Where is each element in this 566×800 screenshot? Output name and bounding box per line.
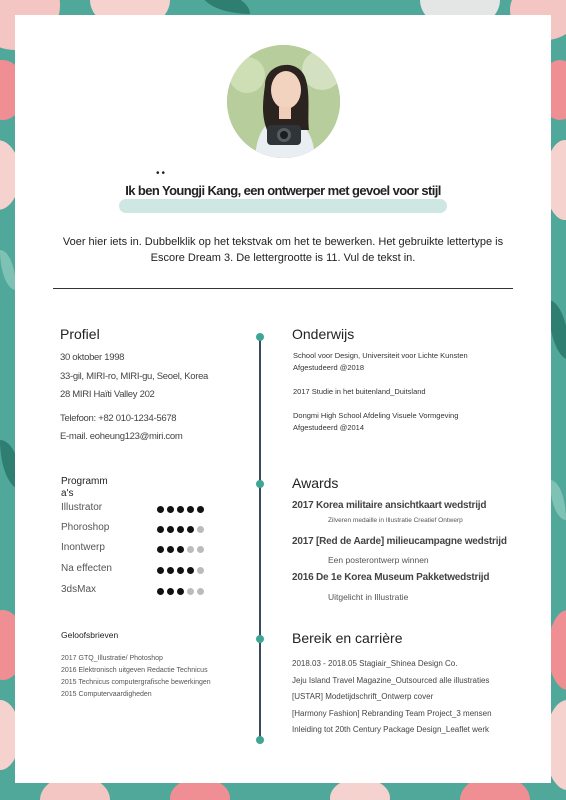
rating-dot-filled [157,567,164,574]
intro-text: Voer hier iets in. Dubbelklik op het tekstvak om het te bewerken. Het gebruikte lettertype is Escore Dream 3. De lettergrootte is 11. Vul de tekst in. [62,236,504,264]
rating-dot-empty [197,588,204,595]
credentials-list [61,653,211,701]
skill-rating [157,546,204,553]
rating-dot-filled [187,567,194,574]
rating-dot-filled [167,588,174,595]
career-item: Inleiding tot 20th Century Package Design_Leaflet werk [292,725,490,734]
timeline-dot [256,333,264,341]
skill-rating [157,567,204,574]
profile-address-line2: 28 MIRI Haïti Valley 202 [60,389,155,400]
skill-rating [157,526,204,533]
profile-birthdate: 30 oktober 1998 [60,352,125,363]
rating-dot-empty [187,588,194,595]
credential-item: 2016 Elektronisch uitgeven Redactie Technicus [61,667,208,674]
career-item: [USTAR] Modetijdschrift_Ontwerp cover [292,692,434,701]
rating-dot-empty [197,567,204,574]
career-item: Jeju Island Travel Magazine_Outsourced alle illustraties [292,675,490,685]
rating-dot-filled [177,546,184,553]
rating-dot-filled [157,546,164,553]
profile-phone: Telefoon: +82 010-1234-5678 [60,413,177,424]
timeline-dot [256,635,264,643]
decorative-dots: •• [156,168,168,179]
rating-dot-filled [187,526,194,533]
timeline-dot [256,480,264,488]
rating-dot-filled [167,546,174,553]
rating-dot-filled [167,506,174,513]
education-item [293,386,426,398]
headline-highlight [119,199,447,213]
career-list [292,656,492,739]
award-title: 2017 Korea militaire ansichtkaart wedstrijd [292,500,487,511]
rating-dot-filled [197,506,204,513]
education-school: School voor Design, Universiteit voor Lichte Kunsten [293,351,468,360]
skill-rating [157,506,204,513]
education-graduation: Afgestudeerd @2014 [293,423,364,432]
award-subtitle: Zilveren medaille in Illustratie Creatief Ontwerp [328,517,463,524]
programs-title: Programm a's [61,476,108,499]
education-item [293,350,468,374]
rating-dot-empty [197,526,204,533]
skill-label: Phoroshop [61,522,110,533]
rating-dot-filled [167,526,174,533]
career-title: Bereik en carrière [292,630,403,646]
education-title: Onderwijs [292,326,355,342]
rating-dot-filled [167,567,174,574]
skill-label: 3dsMax [61,584,97,595]
profile-address-line1: 33-gil, MIRI-ro, MIRI-gu, Seoel, Korea [60,371,209,382]
skill-rating [157,588,204,595]
education-item [293,410,458,434]
rating-dot-empty [197,546,204,553]
credential-item: 2017 GTQ_Illustratie/ Photoshop [61,655,163,662]
rating-dot-filled [157,506,164,513]
timeline-dot [256,736,264,744]
profile-email: E-mail. eoheung123@miri.com [60,431,183,442]
education-school: 2017 Studie in het buitenland_Duitsland [293,387,426,396]
credentials-title: Geloofsbrieven [61,630,119,640]
profile-title: Profiel [60,326,100,342]
education-graduation: Afgestudeerd @2018 [293,363,364,372]
award-subtitle: Uitgelicht in Illustratie [328,592,409,602]
rating-dot-filled [177,526,184,533]
rating-dot-empty [187,546,194,553]
rating-dot-filled [177,506,184,513]
skill-label: Illustrator [61,502,103,513]
timeline-line [259,337,261,740]
rating-dot-filled [177,567,184,574]
credential-item: 2015 Technicus computergrafische bewerkingen [61,679,211,686]
rating-dot-filled [177,588,184,595]
award-title: 2016 De 1e Korea Museum Pakketwedstrijd [292,572,490,583]
credential-item: 2015 Computervaardigheden [61,691,152,698]
award-title: 2017 [Red de Aarde] milieucampagne wedstrijd [292,536,507,547]
rating-dot-filled [157,588,164,595]
awards-title: Awards [292,475,339,491]
education-school: Dongmi High School Afdeling Visuele Vormgeving [293,411,459,420]
skill-label: Na effecten [61,563,112,574]
skill-label: Inontwerp [61,542,105,553]
divider-line [53,288,513,289]
career-item: 2018.03 - 2018.05 Stagiair_Shinea Design Co. [292,659,458,668]
rating-dot-filled [187,506,194,513]
profile-photo [227,45,340,158]
career-item: [Harmony Fashion] Rebranding Team Project_3 mensen [292,708,492,718]
award-subtitle: Een posterontwerp winnen [328,555,429,565]
rating-dot-filled [157,526,164,533]
page-headline: Ik ben Youngji Kang, een ontwerper met gevoel voor stijl [125,183,441,198]
